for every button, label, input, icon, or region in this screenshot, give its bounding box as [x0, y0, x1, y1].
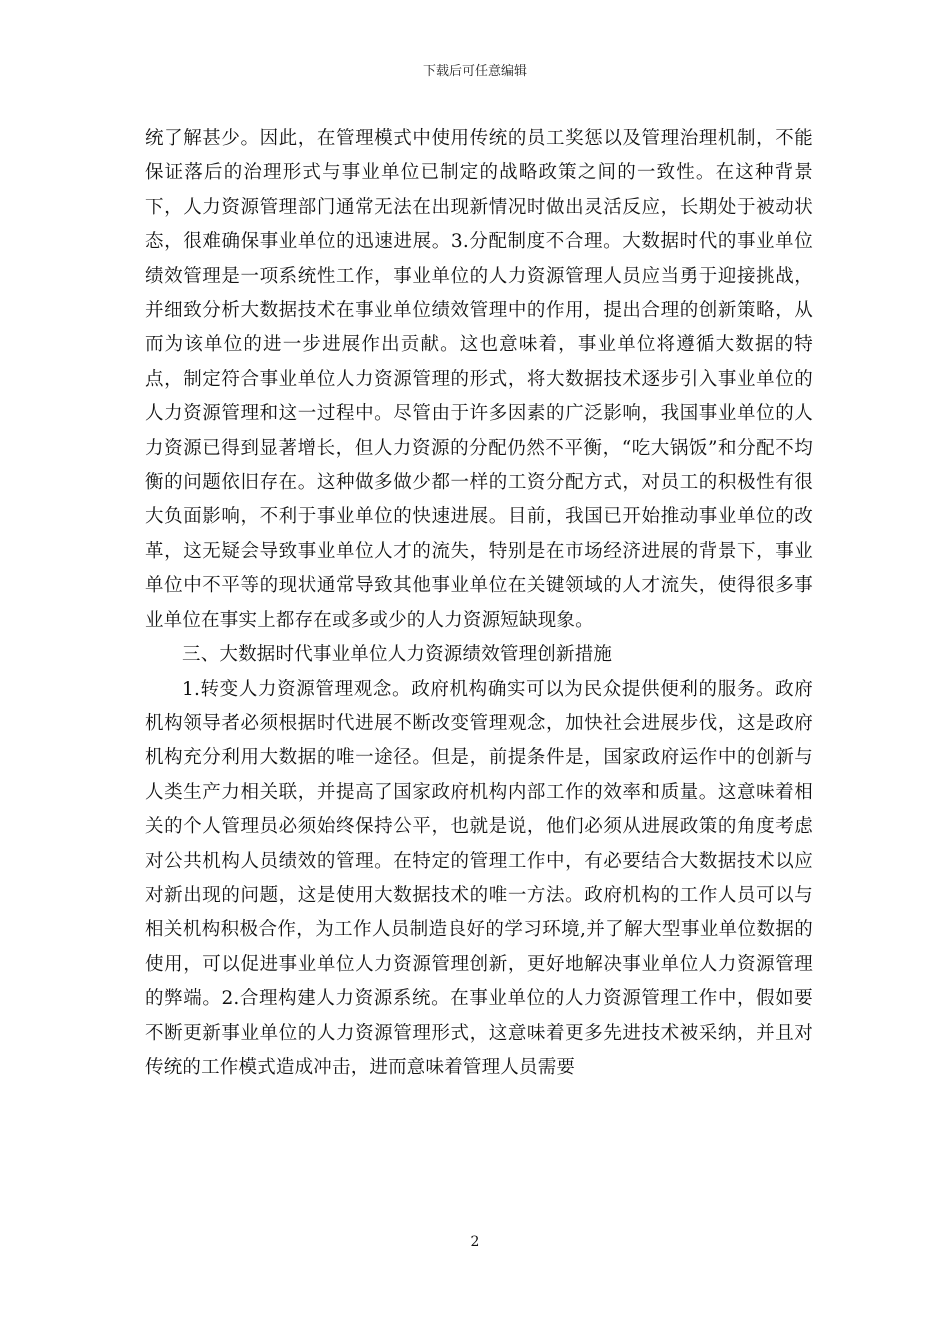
document-body: [145, 122, 813, 1085]
page-header: 下载后可任意编辑: [422, 64, 527, 79]
paragraph-measures: 1.转变人力资源管理观念。政府机构确实可以为民众提供便利的服务。政府机构领导者必须根据时代进展不断改变管理观念，加快社会进展步伐，这是政府机构充分利用大数据的唯一途径。但是，前提条件是，国家政府运作中的创新与人类生产力相关联，并提高了国家政府机构内部工作的效率和质量。这意味着相关的个人管理员必须始终保持公平，也就是说，他们必须从进展政策的角度考虑对公共机构人员绩效的管理。在特定的管理工作中，有必要结合大数据技术以应对新出现的问题，这是使用大数据技术的唯一方法。政府机构的工作人员可以与相关机构积极合作，为工作人员制造良好的学习环境,并了解大型事业单位数据的使用，可以促进事业单位人力资源管理创新，更好地解决事业单位人力资源管理的弊端。2.合理构建人力资源系统。在事业单位的人力资源管理工作中，假如要不断更新事业单位的人力资源管理形式，这意味着更多先进技术被采纳，并且对传统的工作模式造成冲击，进而意味着管理人员需要: [145, 678, 813, 1078]
page-number: 2: [470, 1234, 480, 1250]
paragraph-continuation: 统了解甚少。因此，在管理模式中使用传统的员工奖惩以及管理治理机制，不能保证落后的治理形式与事业单位已制定的战略政策之间的一致性。在这种背景下，人力资源管理部门通常无法在出现新情况时做出灵活反应，长期处于被动状态，很难确保事业单位的迅速进展。3.分配制度不合理。大数据时代的事业单位绩效管理是一项系统性工作，事业单位的人力资源管理人员应当勇于迎接挑战，并细致分析大数据技术在事业单位绩效管理中的作用，提出合理的创新策略，从而为该单位的进一步进展作出贡献。这也意味着，事业单位将遵循大数据的特点，制定符合事业单位人力资源管理的形式，将大数据技术逐步引入事业单位的人力资源管理和这一过程中。尽管由于许多因素的广泛影响，我国事业单位的人力资源已得到显著增长，但人力资源的分配仍然不平衡，“吃大锅饭”和分配不均衡的问题依旧存在。这种做多做少都一样的工资分配方式，对员工的积极性有很大负面影响，不利于事业单位的快速进展。目前，我国已开始推动事业单位的改革，这无疑会导致事业单位人才的流失，特别是在市场经济进展的背景下，事业单位中不平等的现状通常导致其他事业单位在关键领域的人才流失，使得很多事业单位在事实上都存在或多或少的人力资源短缺现象。: [145, 128, 813, 631]
section-heading: 三、大数据时代事业单位人力资源绩效管理创新措施: [182, 644, 613, 666]
